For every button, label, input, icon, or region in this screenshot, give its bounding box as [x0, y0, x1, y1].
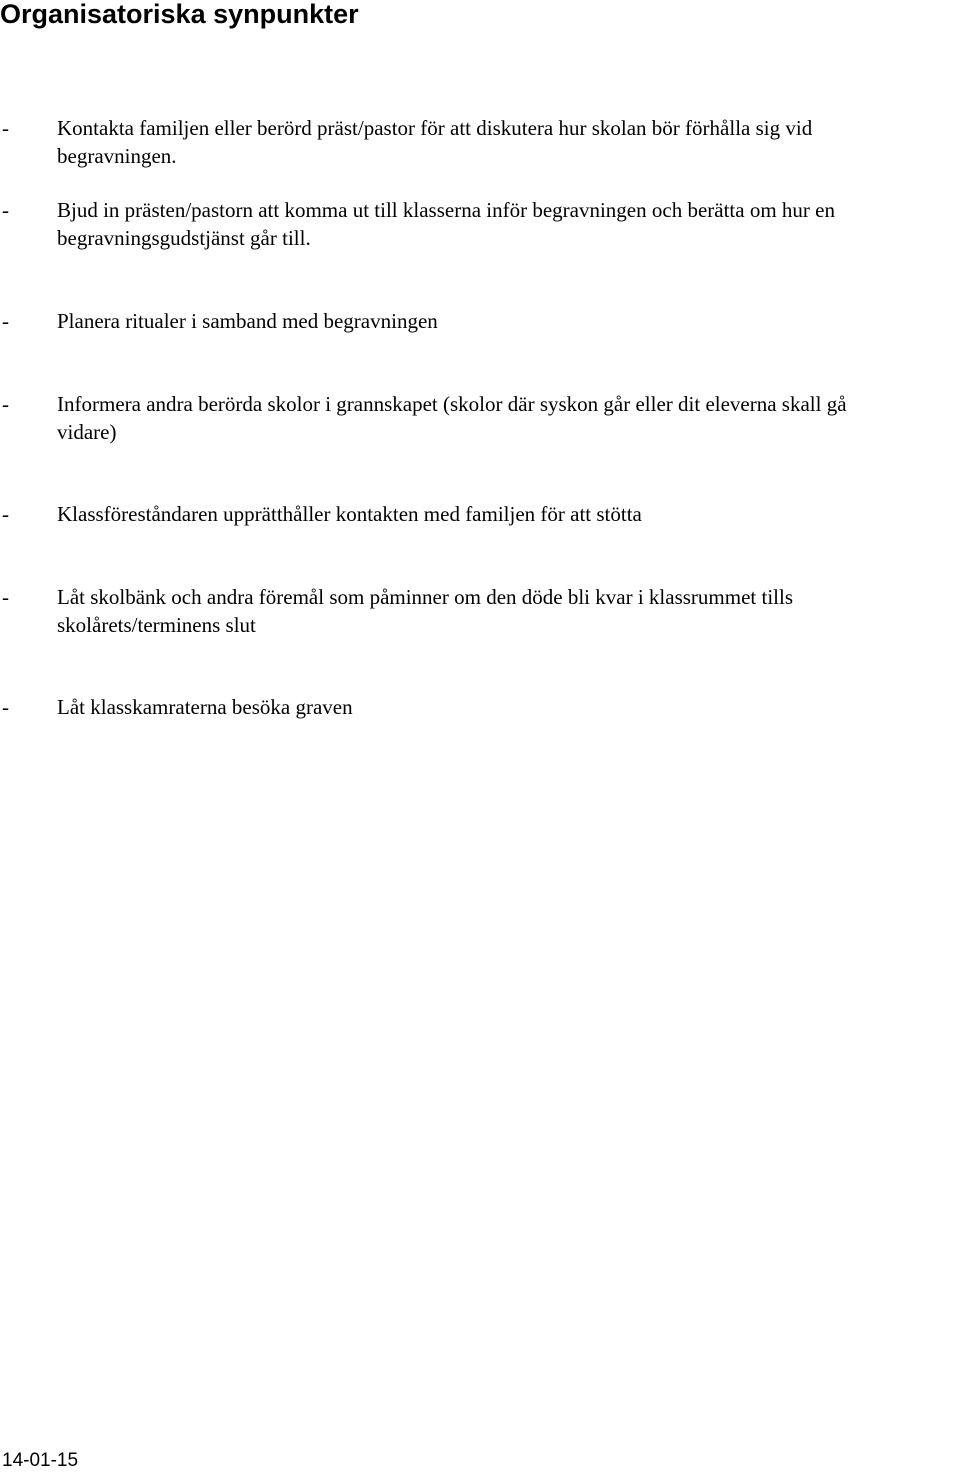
bullet-dash: -: [2, 585, 9, 609]
bullet-dash: -: [2, 392, 9, 416]
list-item-text: Planera ritualer i samband med begravningen: [57, 309, 438, 333]
page-title: Organisatoriska synpunkter: [0, 0, 359, 29]
list-item-text: Bjud in prästen/pastorn att komma ut till klasserna inför begravningen och berätta om hur en begravningsgudstjänst går till.: [57, 198, 835, 250]
list-item: [0, 693, 960, 721]
bullet-dash: -: [2, 309, 9, 333]
bullet-dash: -: [2, 198, 9, 222]
list-item-text: Kontakta familjen eller berörd präst/pastor för att diskutera hur skolan bör förhålla sig vid begravningen.: [57, 116, 813, 168]
list-item: [0, 583, 960, 639]
list-item: [0, 307, 960, 335]
list-item: [0, 500, 960, 528]
list-item-text: Klassföreståndaren upprätthåller kontakten med familjen för att stötta: [57, 502, 642, 526]
list-item: [0, 114, 960, 170]
bullet-dash: -: [2, 695, 9, 719]
list-item: [0, 196, 960, 252]
list-item: [0, 390, 960, 446]
list-item-text: Informera andra berörda skolor i grannskapet (skolor där syskon går eller dit eleverna skall gå vidare): [57, 392, 847, 444]
bullet-dash: -: [2, 502, 9, 526]
list-item-text: Låt skolbänk och andra föremål som påminner om den döde bli kvar i klassrummet tills skolårets/terminens slut: [57, 585, 793, 637]
list-item-text: Låt klasskamraterna besöka graven: [57, 695, 353, 719]
footer-date: 14-01-15: [2, 1450, 79, 1471]
bullet-dash: -: [2, 116, 9, 140]
